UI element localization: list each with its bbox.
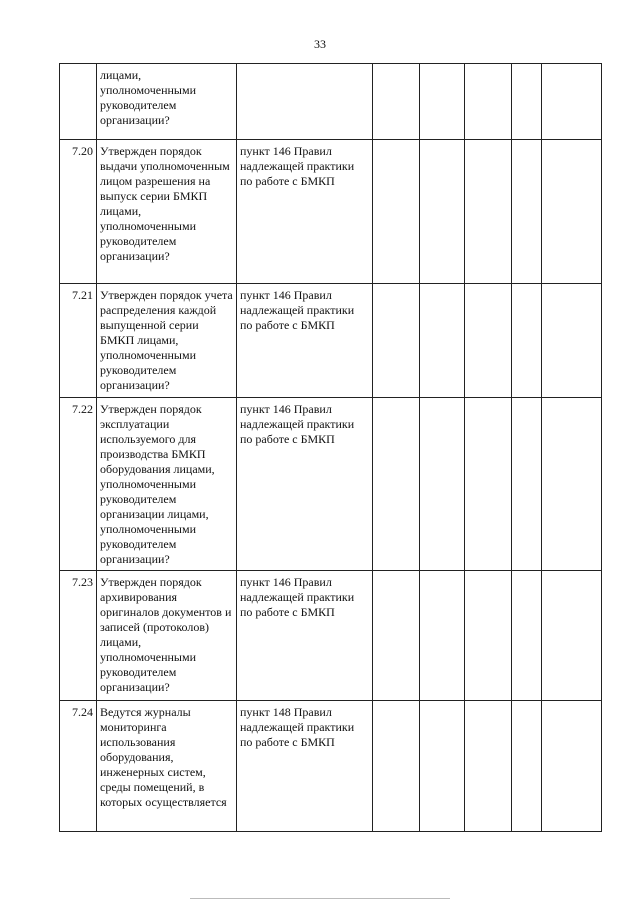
table-row (60, 571, 602, 701)
answer-not-applicable-cell[interactable] (465, 284, 512, 398)
answer-yes-cell[interactable] (373, 64, 420, 140)
answer-yes-cell[interactable] (373, 701, 420, 832)
question-text: Утвержден порядок эксплуатации используемого для производства БМКП оборудования лицами, уполномоченными руководителем организации лицами, уполномоченными руководителем организации? (97, 398, 237, 571)
answer-extra-cell[interactable] (512, 140, 542, 284)
question-text: Утвержден порядок выдачи уполномоченным лицом разрешения на выпуск серии БМКП лицами, уполномоченными руководителем организации? (97, 140, 237, 284)
question-text: лицами, уполномоченными руководителем организации? (97, 64, 237, 140)
answer-no-cell[interactable] (420, 398, 465, 571)
legal-reference: пункт 146 Правил надлежащей практики по работе с БМКП (237, 398, 373, 571)
answer-not-applicable-cell[interactable] (465, 398, 512, 571)
answer-no-cell[interactable] (420, 64, 465, 140)
answer-no-cell[interactable] (420, 701, 465, 832)
scan-artifact-line (190, 898, 450, 899)
legal-reference (237, 64, 373, 140)
row-number: 7.24 (60, 701, 97, 832)
answer-no-cell[interactable] (420, 284, 465, 398)
page-number: 33 (314, 37, 326, 51)
checklist-table (59, 63, 602, 832)
legal-reference: пункт 146 Правил надлежащей практики по работе с БМКП (237, 571, 373, 701)
row-number (60, 64, 97, 140)
note-cell[interactable] (542, 284, 602, 398)
table-row (60, 64, 602, 140)
answer-yes-cell[interactable] (373, 284, 420, 398)
answer-extra-cell[interactable] (512, 64, 542, 140)
question-text: Утвержден порядок учета распределения каждой выпущенной серии БМКП лицами, уполномоченными руководителем организации? (97, 284, 237, 398)
row-number: 7.20 (60, 140, 97, 284)
note-cell[interactable] (542, 64, 602, 140)
row-number: 7.21 (60, 284, 97, 398)
row-number: 7.23 (60, 571, 97, 701)
question-text: Ведутся журналы мониторинга использования оборудования, инженерных систем, среды помещений, в которых осуществляется (97, 701, 237, 832)
note-cell[interactable] (542, 701, 602, 832)
row-number: 7.22 (60, 398, 97, 571)
legal-reference: пункт 148 Правил надлежащей практики по работе с БМКП (237, 701, 373, 832)
answer-yes-cell[interactable] (373, 398, 420, 571)
table-row (60, 701, 602, 832)
answer-extra-cell[interactable] (512, 398, 542, 571)
answer-not-applicable-cell[interactable] (465, 140, 512, 284)
note-cell[interactable] (542, 398, 602, 571)
table-row (60, 284, 602, 398)
answer-extra-cell[interactable] (512, 701, 542, 832)
answer-extra-cell[interactable] (512, 571, 542, 701)
answer-not-applicable-cell[interactable] (465, 64, 512, 140)
note-cell[interactable] (542, 140, 602, 284)
legal-reference: пункт 146 Правил надлежащей практики по работе с БМКП (237, 284, 373, 398)
answer-extra-cell[interactable] (512, 284, 542, 398)
answer-not-applicable-cell[interactable] (465, 571, 512, 701)
answer-no-cell[interactable] (420, 140, 465, 284)
table-row (60, 140, 602, 284)
legal-reference: пункт 146 Правил надлежащей практики по работе с БМКП (237, 140, 373, 284)
note-cell[interactable] (542, 571, 602, 701)
answer-yes-cell[interactable] (373, 140, 420, 284)
table-row (60, 398, 602, 571)
answer-not-applicable-cell[interactable] (465, 701, 512, 832)
question-text: Утвержден порядок архивирования оригиналов документов и записей (протоколов) лицами, уполномоченными руководителем организации? (97, 571, 237, 701)
answer-no-cell[interactable] (420, 571, 465, 701)
answer-yes-cell[interactable] (373, 571, 420, 701)
